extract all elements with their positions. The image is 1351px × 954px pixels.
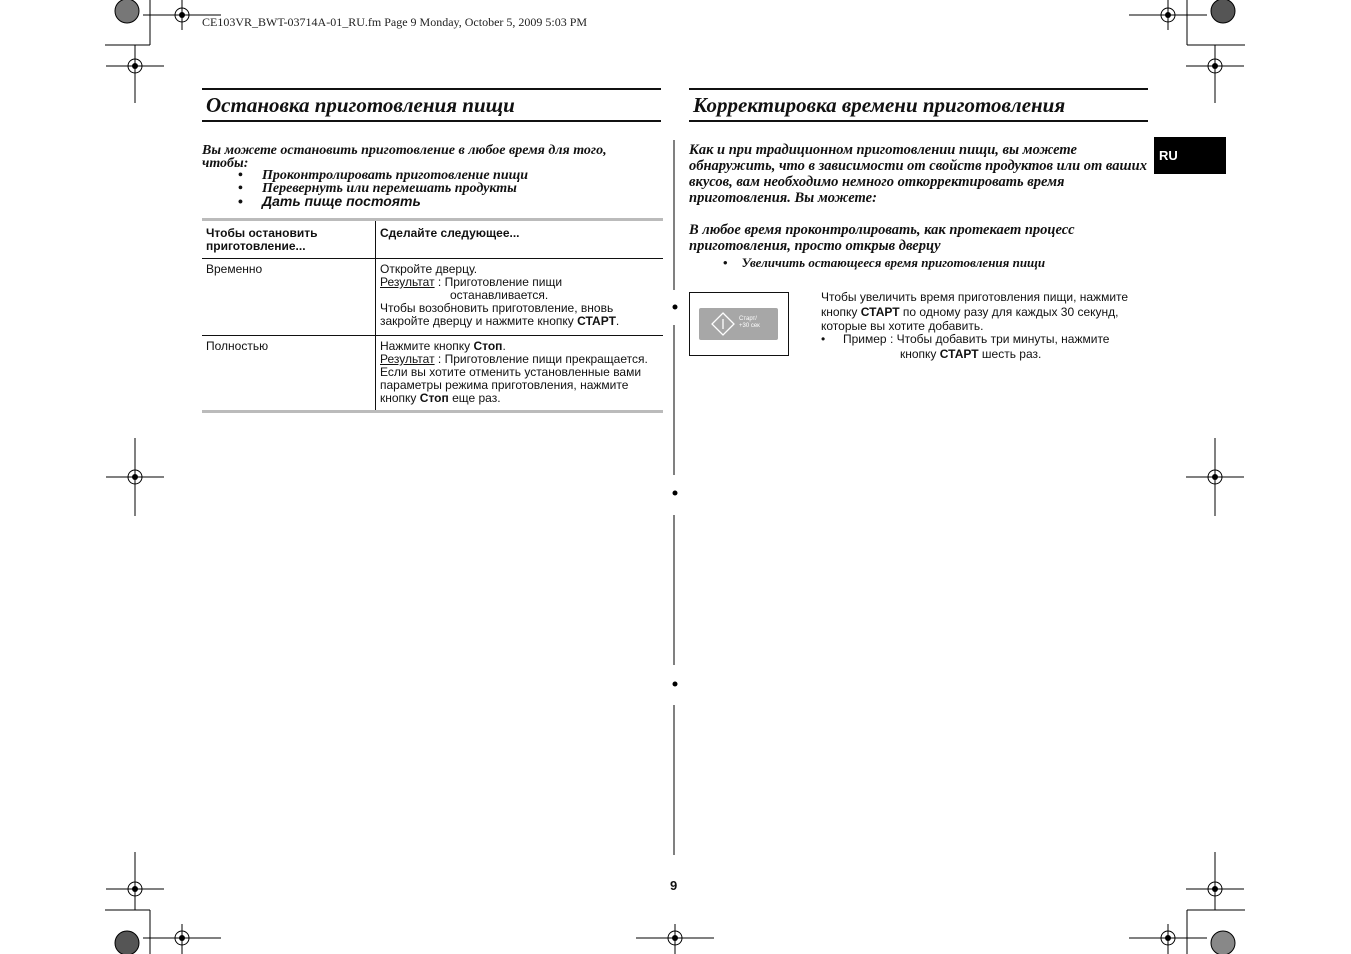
- table-header-row: [202, 221, 663, 259]
- right-example: • Пример : Чтобы добавить три минуты, нажмите кнопку СТАРТ шесть раз.: [821, 332, 1110, 361]
- list-item: • Проконтролировать приготовление пищи: [238, 168, 529, 183]
- start-button-label: Старт/ +30 сек: [739, 316, 760, 329]
- row-label: Полностью: [202, 336, 376, 410]
- language-tab-label: RU: [1159, 148, 1178, 163]
- right-intro: Как и при традиционном приготовлении пищи, вы можете обнаружить, что в зависимости от свойств продуктов или от ваших вкусов, вам необходимо немного откорректировать время приготовления. Вы можете:: [689, 142, 1147, 206]
- list-item: • Дать пище постоять: [238, 193, 421, 209]
- table-header-col1: Чтобы остановить приготовление...: [202, 221, 376, 258]
- right-bullet: • Увеличить остающееся время приготовления пищи: [723, 255, 1046, 270]
- left-title: Остановка приготовления пищи: [206, 93, 515, 117]
- right-description: Чтобы увеличить время приготовления пищи, нажмите кнопку СТАРТ по одному разу для каждых 30 секунд, которые вы хотите добавить.: [821, 290, 1129, 333]
- right-title-bar: [689, 88, 1148, 122]
- page-number: 9: [670, 878, 678, 893]
- bullet-dot: •: [723, 255, 728, 270]
- right-title: Корректировка времени приготовления: [693, 93, 1066, 117]
- left-bullets: [204, 169, 528, 208]
- table-header-col2: Сделайте следующее...: [380, 226, 520, 240]
- right-intro-2: В любое время проконтролировать, как протекает процесс приготовления, просто открыв дверцу: [689, 222, 1075, 254]
- row-content: Откройте дверцу. Результат : Приготовление пищи останавливается. Чтобы возобновить приготовление, вновь закройте дверцу и нажмите кнопку СТАРТ.: [380, 262, 620, 328]
- language-tab: [1154, 137, 1226, 174]
- start-button-illustration: [689, 292, 789, 356]
- file-header: CE103VR_BWT-03714A-01_RU.fm Page 9 Monday, October 5, 2009 5:03 PM: [202, 15, 588, 29]
- row-label: Временно: [202, 259, 376, 335]
- start-diamond-icon: [711, 312, 735, 336]
- left-intro: Вы можете остановить приготовление в любое время для того, чтобы:: [202, 143, 607, 171]
- row-content: Нажмите кнопку Стоп. Результат : Приготовление пищи прекращается. Если вы хотите отменить установленные вами параметры режима приготовления, нажмите кнопку Стоп еще раз.: [380, 339, 648, 405]
- stop-table: [202, 218, 663, 413]
- list-item: • Перевернуть или перемешать продукты: [238, 181, 517, 196]
- table-row: [202, 259, 663, 336]
- table-row: [202, 336, 663, 410]
- start-button: [699, 308, 778, 340]
- left-title-bar: [202, 88, 661, 122]
